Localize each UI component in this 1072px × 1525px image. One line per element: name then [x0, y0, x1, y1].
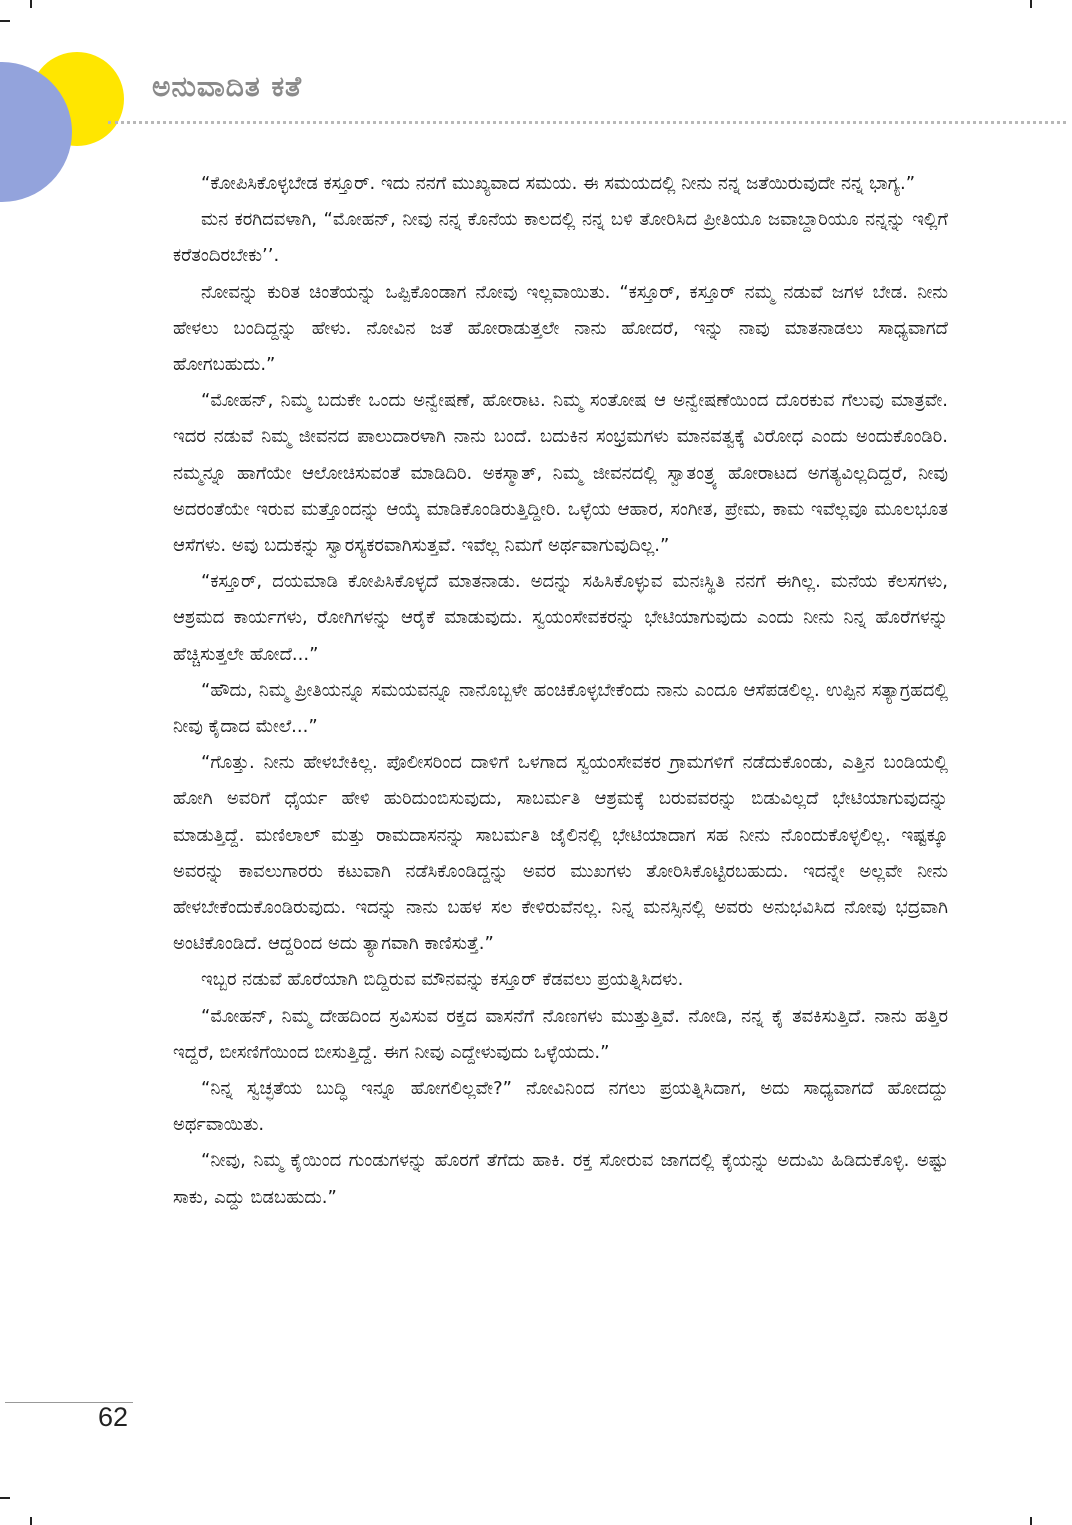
paragraph: ನೋವನ್ನು ಕುರಿತ ಚಿಂತೆಯನ್ನು ಒಪ್ಪಿಕೊಂಡಾಗ ನೋವು ಇಲ್ಲವಾಯಿತು. “ಕಸ್ತೂರ್, ಕಸ್ತೂರ್ ನಮ್ಮ ನಡುವೆ ಜಗಳ ಬೇಡ. ನೀನು ಹೇಳಲು ಬಂದಿದ್ದನ್ನು ಹೇಳು. ನೋವಿನ ಜತೆ ಹೋರಾಡುತ್ತಲೇ ನಾನು ಹೋದರೆ, ಇನ್ನು ನಾವು ಮಾತನಾಡಲು ಸಾಧ್ಯವಾಗದೆ ಹೋಗಬಹುದು.”: [173, 281, 948, 376]
paragraph: “ಮೋಹನ್, ನಿಮ್ಮ ಬದುಕೇ ಒಂದು ಅನ್ವೇಷಣೆ, ಹೋರಾಟ. ನಿಮ್ಮ ಸಂತೋಷ ಆ ಅನ್ವೇಷಣೆಯಿಂದ ದೊರಕುವ ಗೆಲುವು ಮಾತ್ರವೇ. ಇದರ ನಡುವೆ ನಿಮ್ಮ ಜೀವನದ ಪಾಲುದಾರಳಾಗಿ ನಾನು ಬಂದೆ. ಬದುಕಿನ ಸಂಭ್ರಮಗಳು ಮಾನವತ್ವಕ್ಕೆ ವಿರೋಧ ಎಂದು ಅಂದುಕೊಂಡಿರಿ. ನಮ್ಮನ್ನೂ ಹಾಗೆಯೇ ಆಲೋಚಿಸುವಂತೆ ಮಾಡಿದಿರಿ. ಅಕಸ್ಮಾತ್, ನಿಮ್ಮ ಜೀವನದಲ್ಲಿ ಸ್ವಾತಂತ್ರ್ಯ ಹೋರಾಟದ ಅಗತ್ಯವಿಲ್ಲದಿದ್ದರೆ, ನೀವು ಅದರಂತೆಯೇ ಇರುವ ಮತ್ತೊಂದನ್ನು ಆಯ್ಕೆ ಮಾಡಿಕೊಂಡಿರುತ್ತಿದ್ದೀರಿ. ಒಳ್ಳೆಯ ಆಹಾರ, ಸಂಗೀತ, ಪ್ರೇಮ, ಕಾಮ ಇವೆಲ್ಲವೂ ಮೂಲಭೂತ ಆಸೆಗಳು. ಅವು ಬದುಕನ್ನು ಸ್ವಾರಸ್ಯಕರವಾಗಿಸುತ್ತವೆ. ಇವೆಲ್ಲ ನಿಮಗೆ ಅರ್ಥವಾಗುವುದಿಲ್ಲ.”: [173, 390, 948, 557]
paragraph: “ನೀವು, ನಿಮ್ಮ ಕೈಯಿಂದ ಗುಂಡುಗಳನ್ನು ಹೊರಗೆ ತೆಗೆದು ಹಾಕಿ. ರಕ್ತ ಸೋರುವ ಜಾಗದಲ್ಲಿ ಕೈಯನ್ನು ಅದುಮಿ ಹಿಡಿದುಕೊಳ್ಳಿ. ಅಷ್ಟು ಸಾಕು, ಎದ್ದು ಬಿಡಬಹುದು.”: [173, 1150, 948, 1208]
crop-mark-top-tick-left: [30, 0, 32, 8]
paragraph: ಇಬ್ಬರ ನಡುವೆ ಹೊರೆಯಾಗಿ ಬಿದ್ದಿರುವ ಮೌನವನ್ನು ಕಸ್ತೂರ್ ಕೆಡವಲು ಪ್ರಯತ್ನಿಸಿದಳು.: [201, 969, 684, 991]
crop-mark-top-tick-right: [1030, 0, 1032, 8]
section-title: ಅನುವಾದಿತ ಕತೆ: [152, 70, 303, 103]
paragraph: “ಮೋಹನ್, ನಿಮ್ಮ ದೇಹದಿಂದ ಸ್ರವಿಸುವ ರಕ್ತದ ವಾಸನೆಗೆ ನೊಣಗಳು ಮುತ್ತುತ್ತಿವೆ. ನೋಡಿ, ನನ್ನ ಕೈ ತವಕಿಸುತ್ತಿದೆ. ನಾನು ಹತ್ತಿರ ಇದ್ದರೆ, ಬೀಸಣಿಗೆಯಿಂದ ಬೀಸುತ್ತಿದ್ದೆ. ಈಗ ನೀವು ಎದ್ದೇಳುವುದು ಒಳ್ಳೆಯದು.”: [173, 1005, 948, 1063]
paragraph: “ಕಸ್ತೂರ್, ದಯಮಾಡಿ ಕೋಪಿಸಿಕೊಳ್ಳದೆ ಮಾತನಾಡು. ಅದನ್ನು ಸಹಿಸಿಕೊಳ್ಳುವ ಮನಃಸ್ಥಿತಿ ನನಗೆ ಈಗಿಲ್ಲ. ಮನೆಯ ಕೆಲಸಗಳು, ಆಶ್ರಮದ ಕಾರ್ಯಗಳು, ರೋಗಿಗಳನ್ನು ಆರೈಕೆ ಮಾಡುವುದು. ಸ್ವಯಂಸೇವಕರನ್ನು ಭೇಟಿಯಾಗುವುದು ಎಂದು ನೀನು ನಿನ್ನ ಹೊರೆಗಳನ್ನು ಹೆಚ್ಚಿಸುತ್ತಲೇ ಹೋದೆ...”: [173, 571, 948, 665]
paragraph: “ಹೌದು, ನಿಮ್ಮ ಪ್ರೀತಿಯನ್ನೂ ಸಮಯವನ್ನೂ ನಾನೊಬ್ಬಳೇ ಹಂಚಿಕೊಳ್ಳಬೇಕೆಂದು ನಾನು ಎಂದೂ ಆಸೆಪಡಲಿಲ್ಲ. ಉಪ್ಪಿನ ಸತ್ಯಾಗ್ರಹದಲ್ಲಿ ನೀವು ಕೈದಾದ ಮೇಲೆ...”: [173, 679, 948, 738]
page-number: 62: [98, 1402, 129, 1432]
header-dotted-divider: [108, 121, 1066, 124]
crop-mark-top-left: [0, 20, 10, 22]
crop-mark-bottom-left: [0, 1497, 10, 1499]
paragraph: “ಕೋಪಿಸಿಕೊಳ್ಳಬೇಡ ಕಸ್ತೂರ್. ಇದು ನನಗೆ ಮುಖ್ಯವಾದ ಸಮಯ. ಈ ಸಮಯದಲ್ಲಿ ನೀನು ನನ್ನ ಜತೆಯಿರುವುದೇ ನನ್ನ ಭಾಗ್ಯ.”: [201, 173, 916, 194]
paragraph: ಮನ ಕರಗಿದವಳಾಗಿ, “ಮೋಹನ್, ನೀವು ನನ್ನ ಕೊನೆಯ ಕಾಲದಲ್ಲಿ ನನ್ನ ಬಳಿ ತೋರಿಸಿದ ಪ್ರೀತಿಯೂ ಜವಾಬ್ದಾರಿಯೂ ನನ್ನನ್ನು ಇಲ್ಲಿಗೆ ಕರೆತಂದಿರಬೇಕು’’.: [173, 209, 948, 267]
crop-mark-bottom-tick-right: [1030, 1517, 1032, 1525]
crop-mark-bottom-tick-left: [30, 1517, 32, 1525]
story-body: [173, 166, 948, 1216]
paragraph: “ನಿನ್ನ ಸ್ವಚ್ಛತೆಯ ಬುದ್ಧಿ ಇನ್ನೂ ಹೋಗಲಿಲ್ಲವೇ?” ನೋವಿನಿಂದ ನಗಲು ಪ್ರಯತ್ನಿಸಿದಾಗ, ಅದು ಸಾಧ್ಯವಾಗದೆ ಹೋದದ್ದು ಅರ್ಥವಾಯಿತು.: [173, 1078, 948, 1136]
paragraph: “ಗೊತ್ತು. ನೀನು ಹೇಳಬೇಕಿಲ್ಲ. ಪೊಲೀಸರಿಂದ ದಾಳಿಗೆ ಒಳಗಾದ ಸ್ವಯಂಸೇವಕರ ಗ್ರಾಮಗಳಿಗೆ ನಡೆದುಕೊಂಡು, ಎತ್ತಿನ ಬಂಡಿಯಲ್ಲಿ ಹೋಗಿ ಅವರಿಗೆ ಧೈರ್ಯ ಹೇಳಿ ಹುರಿದುಂಬಿಸುವುದು, ಸಾಬರ್ಮತಿ ಆಶ್ರಮಕ್ಕೆ ಬರುವವರನ್ನು ಬಿಡುವಿಲ್ಲದೆ ಭೇಟಿಯಾಗುವುದನ್ನು ಮಾಡುತ್ತಿದ್ದೆ. ಮಣಿಲಾಲ್ ಮತ್ತು ರಾಮದಾಸನನ್ನು ಸಾಬರ್ಮತಿ ಜೈಲಿನಲ್ಲಿ ಭೇಟಿಯಾದಾಗ ಸಹ ನೀನು ನೊಂದುಕೊಳ್ಳಲಿಲ್ಲ. ಇಷ್ಟಕ್ಕೂ ಅವರನ್ನು ಕಾವಲುಗಾರರು ಕಟುವಾಗಿ ನಡೆಸಿಕೊಂಡಿದ್ದನ್ನು ಅವರ ಮುಖಗಳು ತೋರಿಸಿಕೊಟ್ಟಿರಬಹುದು. ಇದನ್ನೇ ಅಲ್ಲವೇ ನೀನು ಹೇಳಬೇಕೆಂದುಕೊಂಡಿರುವುದು. ಇದನ್ನು ನಾನು ಬಹಳ ಸಲ ಕೇಳಿರುವೆನಲ್ಲ. ನಿನ್ನ ಮನಸ್ಸಿನಲ್ಲಿ ಅವರು ಅನುಭವಿಸಿದ ನೋವು ಭದ್ರವಾಗಿ ಅಂಟಿಕೊಂಡಿದೆ. ಆದ್ದರಿಂದ ಅದು ತ್ಯಾಗವಾಗಿ ಕಾಣಿಸುತ್ತೆ.”: [173, 752, 948, 955]
